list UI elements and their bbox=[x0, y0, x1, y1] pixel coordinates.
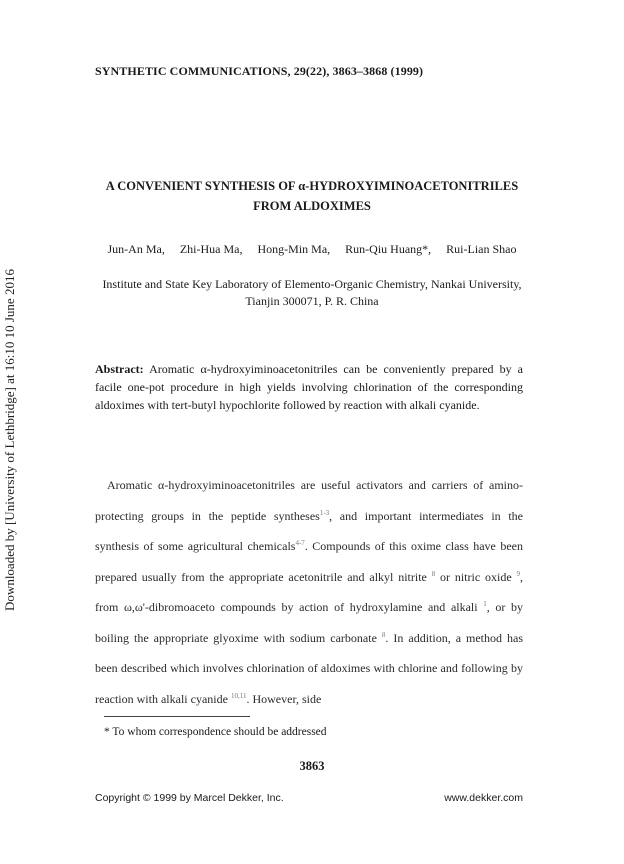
citation: 8 bbox=[431, 569, 436, 578]
abstract-text: Aromatic α-hydroxyiminoacetonitriles can be conveniently prepared by a facile one-pot procedure in high yields involving chlorination of the corresponding aldoximes with tert-butyl hypochlorite followed by reaction with alkali cyanide. bbox=[95, 362, 523, 412]
copyright-notice: Copyright © 1999 by Marcel Dekker, Inc. bbox=[95, 792, 284, 804]
author-list bbox=[0, 242, 624, 257]
title-line-1: A CONVENIENT SYNTHESIS OF α-HYDROXYIMINOACETONITRILES bbox=[105, 179, 519, 193]
publisher-website: www.dekker.com bbox=[444, 792, 523, 804]
body-text-segment: . In addition, a method has been described which involves chlorination of aldoximes with chlorine and following by reaction with alkali cyanide bbox=[95, 630, 523, 706]
abstract bbox=[95, 360, 523, 414]
abstract-label: Abstract: bbox=[95, 362, 144, 376]
body-paragraph bbox=[95, 470, 523, 714]
citation: 1 bbox=[483, 600, 487, 608]
citation: 10,11 bbox=[230, 691, 247, 700]
body-text-segment: , from ω,ω'-dibromoaceto compounds by action of hydroxylamine and alkali bbox=[95, 569, 523, 614]
affiliation-line-1: Institute and State Key Laboratory of Elemento-Organic Chemistry, Nankai University, bbox=[102, 277, 522, 291]
footnote-divider bbox=[104, 716, 250, 717]
footnote: * To whom correspondence should be addressed bbox=[104, 726, 327, 738]
body-text-segment: or nitric oxide bbox=[435, 569, 517, 584]
author: Run-Qiu Huang*, bbox=[345, 242, 432, 256]
body-text-segment: , or by boiling the appropriate glyoxime with sodium carbonate bbox=[95, 600, 523, 645]
body-text-segment: , and important intermediates in the synthesis of some agricultural chemicals bbox=[95, 508, 523, 553]
author: Hong-Min Ma, bbox=[257, 242, 331, 256]
page-number: 3863 bbox=[299, 759, 325, 773]
citation: 8 bbox=[381, 630, 386, 639]
citation: 1-3 bbox=[319, 508, 330, 517]
journal-header: SYNTHETIC COMMUNICATIONS, 29(22), 3863–3868 (1999) bbox=[95, 64, 424, 78]
body-text-segment: . Compounds of this oxime class have been prepared usually from the appropriate acetonitrile and alkyl nitrite bbox=[95, 539, 524, 584]
author: Rui-Lian Shao bbox=[446, 242, 517, 256]
title-line-2: FROM ALDOXIMES bbox=[253, 199, 371, 213]
citation: 9 bbox=[516, 569, 520, 578]
author: Jun-An Ma, bbox=[107, 242, 165, 256]
affiliation bbox=[0, 276, 624, 310]
article-title bbox=[0, 176, 624, 216]
affiliation-line-2: Tianjin 300071, P. R. China bbox=[245, 294, 379, 308]
body-text-segment: . However, side bbox=[246, 691, 322, 706]
download-note: Downloaded by [University of Lethbridge] at 16:10 10 June 2016 bbox=[2, 269, 17, 611]
author: Zhi-Hua Ma, bbox=[179, 242, 243, 256]
body-text-segment: Aromatic α-hydroxyiminoacetonitriles are useful activators and carriers of amino-protecting groups in the peptide syntheses bbox=[95, 478, 523, 523]
citation: 4-7 bbox=[295, 539, 305, 547]
